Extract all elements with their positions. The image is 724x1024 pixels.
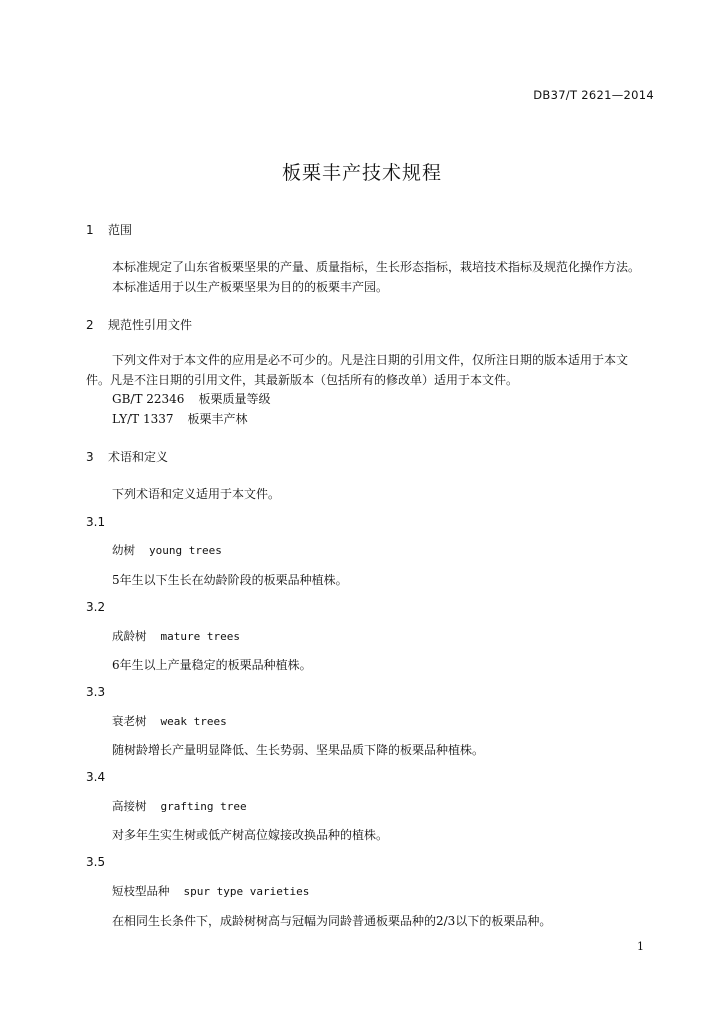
reference-code: GB/T 22346 bbox=[112, 392, 185, 406]
term-english: weak trees bbox=[160, 715, 227, 728]
document-title: 板栗丰产技术规程 bbox=[281, 162, 442, 184]
term-number: 3.3 bbox=[86, 685, 106, 699]
section-1-paragraph-1: 本标准规定了山东省板栗坚果的产量、质量指标，生长形态指标，栽培技术指标及规范化操作方法。 bbox=[112, 260, 641, 274]
section-1-title: 范围 bbox=[108, 223, 133, 237]
term-chinese: 短枝型品种 bbox=[112, 884, 170, 898]
page-number: 1 bbox=[637, 940, 644, 953]
reference-code: LY/T 1337 bbox=[112, 412, 174, 426]
term-definition: 对多年生实生树或低产树高位嫁接改换品种的植株。 bbox=[112, 828, 389, 842]
term-heading bbox=[112, 713, 227, 729]
section-1-heading bbox=[86, 221, 132, 238]
section-3-intro: 下列术语和定义适用于本文件。 bbox=[112, 487, 281, 501]
term-english: spur type varieties bbox=[183, 885, 310, 898]
term-chinese: 衰老树 bbox=[112, 714, 147, 728]
term-number: 3.1 bbox=[86, 515, 106, 529]
section-2-heading bbox=[86, 316, 192, 333]
term-english: mature trees bbox=[160, 630, 240, 643]
term-number: 3.5 bbox=[86, 855, 106, 869]
term-definition: 6年生以上产量稳定的板栗品种植株。 bbox=[112, 658, 312, 672]
section-2-title: 规范性引用文件 bbox=[108, 318, 193, 332]
reference-name: 板栗丰产林 bbox=[187, 412, 248, 426]
term-english: young trees bbox=[149, 544, 222, 557]
term-definition: 在相同生长条件下，成龄树树高与冠幅为同龄普通板栗品种的2/3以下的板栗品种。 bbox=[112, 914, 552, 928]
term-english: grafting tree bbox=[160, 800, 247, 813]
reference-item bbox=[112, 390, 270, 407]
term-chinese: 成龄树 bbox=[112, 629, 147, 643]
term-heading bbox=[112, 542, 222, 558]
section-3-heading bbox=[86, 448, 168, 465]
section-1-paragraph-2: 本标准适用于以生产板栗坚果为目的的板栗丰产园。 bbox=[112, 280, 389, 294]
term-chinese: 高接树 bbox=[112, 799, 147, 813]
term-chinese: 幼树 bbox=[112, 543, 135, 557]
term-heading bbox=[112, 798, 247, 814]
section-3-title: 术语和定义 bbox=[108, 450, 169, 464]
term-number: 3.2 bbox=[86, 600, 106, 614]
section-2-paragraph-line-1: 下列文件对于本文件的应用是必不可少的。凡是注日期的引用文件，仅所注日期的版本适用于本文 bbox=[112, 353, 629, 367]
section-2-number: 2 bbox=[86, 318, 94, 332]
section-1-number: 1 bbox=[86, 223, 94, 237]
term-definition: 随树龄增长产量明显降低、生长势弱、坚果品质下降的板栗品种植株。 bbox=[112, 743, 485, 757]
reference-item bbox=[112, 410, 248, 427]
term-definition: 5年生以下生长在幼龄阶段的板栗品种植株。 bbox=[112, 573, 348, 587]
term-heading bbox=[112, 883, 309, 899]
term-heading bbox=[112, 628, 240, 644]
standard-number: DB37/T 2621—2014 bbox=[533, 88, 654, 102]
section-2-paragraph-line-2: 件。凡是不注日期的引用文件，其最新版本（包括所有的修改单）适用于本文件。 bbox=[86, 373, 519, 387]
term-number: 3.4 bbox=[86, 770, 106, 784]
section-3-number: 3 bbox=[86, 450, 94, 464]
reference-name: 板栗质量等级 bbox=[198, 392, 271, 406]
